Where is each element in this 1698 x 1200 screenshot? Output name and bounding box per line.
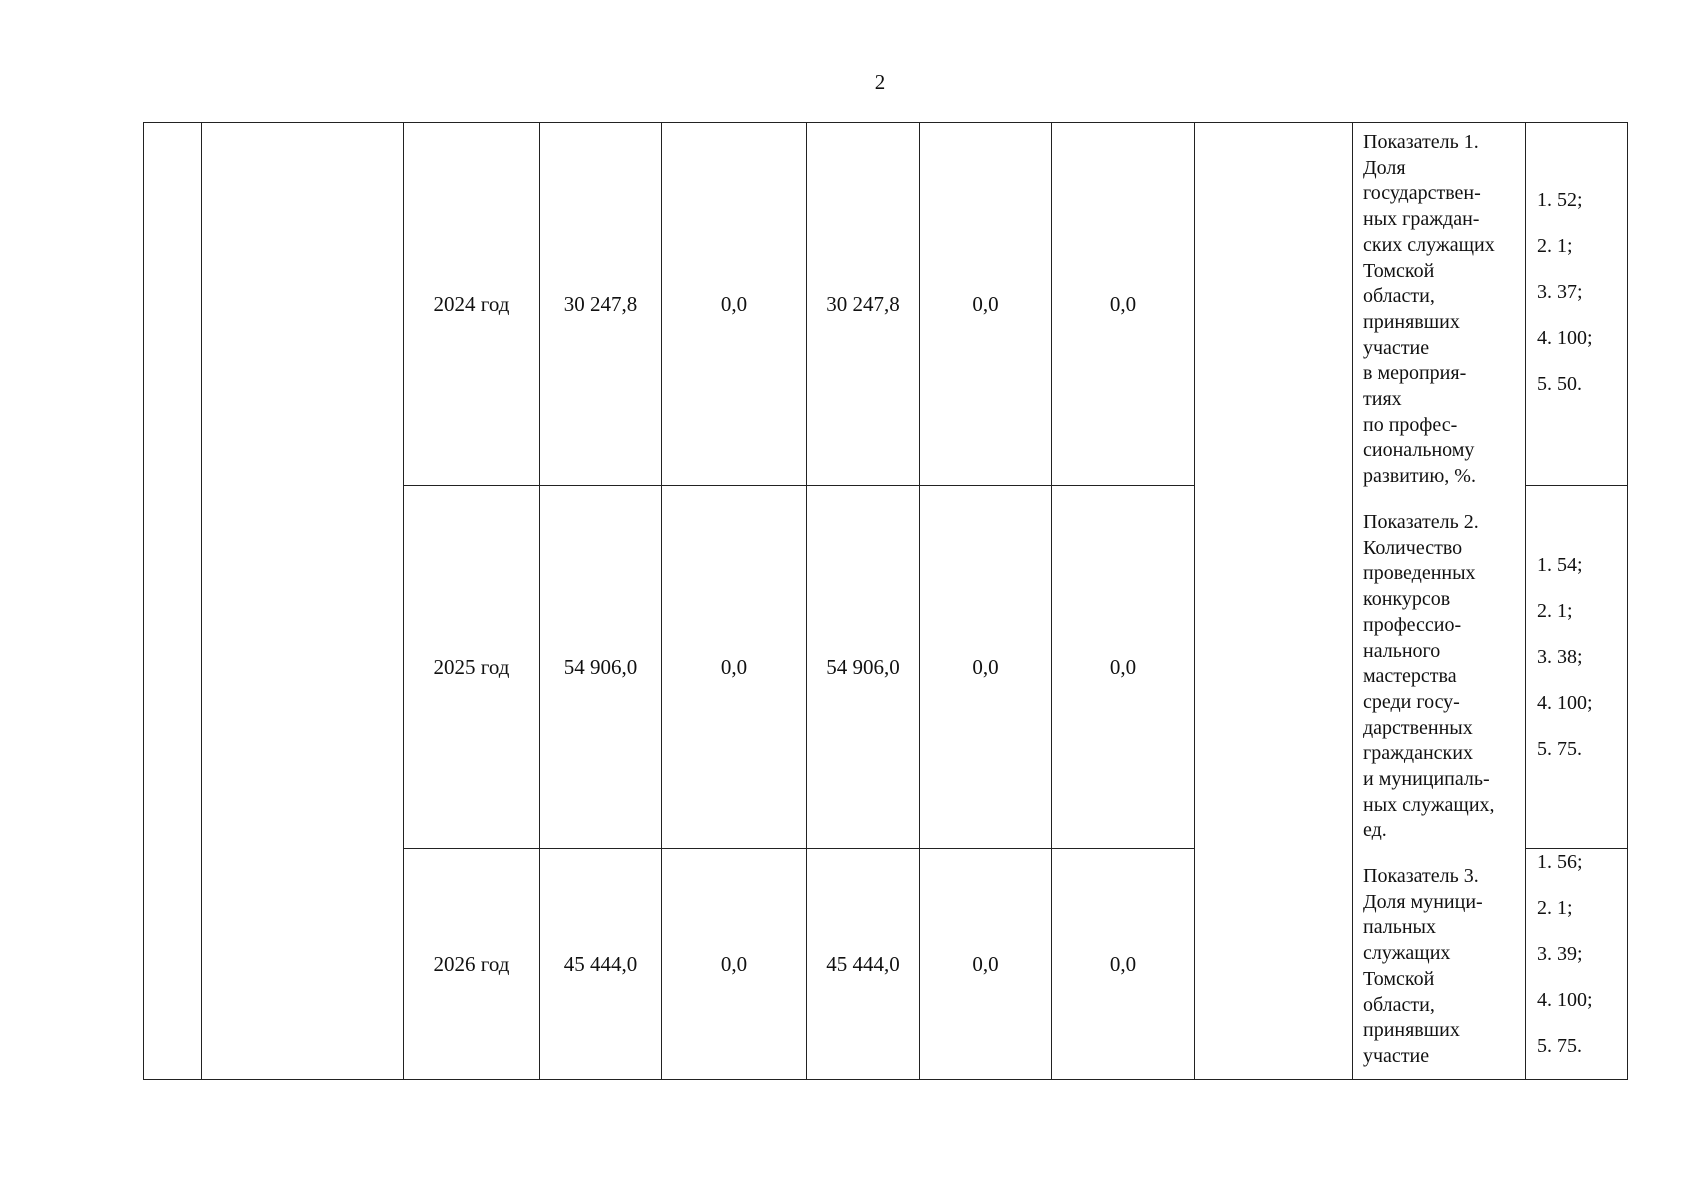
indicator-value: 5. 75. bbox=[1537, 1035, 1582, 1057]
indicator-line: и муниципаль- bbox=[1363, 768, 1490, 791]
year-cell: 2025 год bbox=[433, 654, 510, 679]
value-cell: 30 247,8 bbox=[826, 291, 900, 316]
value-cell: 0,0 bbox=[720, 654, 748, 679]
value-cell: 0,0 bbox=[720, 951, 748, 976]
col-border bbox=[1525, 122, 1526, 1080]
indicator-line: Томской bbox=[1363, 259, 1435, 282]
indicator-line: ед. bbox=[1363, 819, 1387, 842]
indicator-value: 4. 100; bbox=[1537, 327, 1593, 349]
indicator-line: по профес- bbox=[1363, 413, 1458, 436]
indicator-line: служащих bbox=[1363, 942, 1451, 965]
indicator-value: 2. 1; bbox=[1537, 235, 1573, 257]
value-cell: 0,0 bbox=[972, 951, 999, 976]
indicator-line: развитию, %. bbox=[1363, 465, 1476, 488]
indicator-value: 4. 100; bbox=[1537, 692, 1593, 714]
indicator-line: тиях bbox=[1363, 388, 1402, 411]
value-cell: 30 247,8 bbox=[563, 291, 638, 316]
col-border bbox=[1627, 122, 1628, 1080]
indicator-line: среди госу- bbox=[1363, 690, 1460, 713]
indicator-line: проведенных bbox=[1363, 562, 1476, 585]
year-cell: 2026 год bbox=[433, 951, 510, 976]
indicator-line: Томской bbox=[1363, 967, 1435, 990]
indicator-line: Доля bbox=[1363, 156, 1406, 179]
indicator-line: гражданских bbox=[1363, 742, 1473, 765]
indicator-line: Доля муници- bbox=[1363, 890, 1483, 913]
indicator-line: профессио- bbox=[1363, 613, 1462, 636]
indicator-value: 3. 38; bbox=[1537, 646, 1583, 668]
indicator-1-text bbox=[1363, 130, 1495, 490]
indicator-line: Количество bbox=[1363, 536, 1463, 559]
indicator-value: 1. 52; bbox=[1537, 189, 1583, 211]
indicator-line: пальных bbox=[1363, 916, 1436, 939]
indicator-line: Показатель 3. bbox=[1363, 865, 1479, 887]
indicator-line: в мероприя- bbox=[1363, 362, 1467, 385]
page-number: 2 bbox=[874, 70, 886, 94]
row-border bbox=[1525, 848, 1628, 849]
col-border bbox=[1194, 122, 1195, 1080]
indicator-value: 1. 54; bbox=[1537, 554, 1583, 576]
indicator-line: ных граждан- bbox=[1363, 208, 1480, 231]
indicator-value: 5. 75. bbox=[1537, 738, 1582, 760]
col-border bbox=[143, 122, 144, 1080]
indicator-value: 5. 50. bbox=[1537, 373, 1582, 395]
value-cell: 0,0 bbox=[1109, 951, 1137, 976]
indicator-line: ских служащих bbox=[1363, 233, 1495, 256]
indicator-1-values bbox=[1537, 188, 1593, 418]
indicator-line: мастерства bbox=[1363, 665, 1457, 688]
indicator-line: принявших bbox=[1363, 310, 1460, 333]
value-cell: 0,0 bbox=[972, 291, 999, 316]
budget-table bbox=[143, 122, 1628, 1079]
row-border bbox=[1525, 485, 1628, 486]
value-cell: 0,0 bbox=[972, 654, 999, 679]
year-cell: 2024 год bbox=[433, 291, 510, 316]
value-cell: 54 906,0 bbox=[563, 654, 638, 679]
indicator-value: 4. 100; bbox=[1537, 989, 1593, 1011]
indicator-line: области, bbox=[1363, 993, 1435, 1016]
indicator-line: Показатель 2. bbox=[1363, 511, 1479, 533]
value-cell: 0,0 bbox=[720, 291, 748, 316]
indicator-line: области, bbox=[1363, 285, 1435, 308]
indicator-line: государствен- bbox=[1363, 182, 1481, 205]
indicator-line: Показатель 1. bbox=[1363, 131, 1479, 153]
value-cell: 45 444,0 bbox=[563, 951, 638, 976]
indicator-value: 2. 1; bbox=[1537, 600, 1573, 622]
indicator-2-values bbox=[1537, 553, 1593, 783]
indicator-2-text bbox=[1363, 510, 1495, 844]
indicator-line: дарственных bbox=[1363, 716, 1473, 739]
indicator-line: нального bbox=[1363, 639, 1441, 662]
value-cell: 0,0 bbox=[1109, 291, 1137, 316]
indicator-line: принявших bbox=[1363, 1019, 1460, 1042]
col-border bbox=[201, 122, 202, 1080]
value-cell: 45 444,0 bbox=[826, 951, 900, 976]
indicator-line: участие bbox=[1363, 336, 1430, 359]
indicator-line: сиональному bbox=[1363, 439, 1475, 462]
indicator-3-text bbox=[1363, 864, 1483, 1070]
row-border-bottom bbox=[143, 1079, 1628, 1080]
indicator-value: 1. 56; bbox=[1537, 851, 1583, 873]
indicator-line: участие bbox=[1363, 1044, 1430, 1067]
indicator-value: 3. 37; bbox=[1537, 281, 1583, 303]
value-cell: 54 906,0 bbox=[826, 654, 900, 679]
indicator-value: 2. 1; bbox=[1537, 897, 1573, 919]
value-cell: 0,0 bbox=[1109, 654, 1137, 679]
col-border bbox=[1352, 122, 1353, 1080]
indicator-line: ных служащих, bbox=[1363, 793, 1495, 816]
indicator-3-values bbox=[1537, 850, 1593, 1080]
indicator-line: конкурсов bbox=[1363, 588, 1451, 611]
indicator-value: 3. 39; bbox=[1537, 943, 1583, 965]
